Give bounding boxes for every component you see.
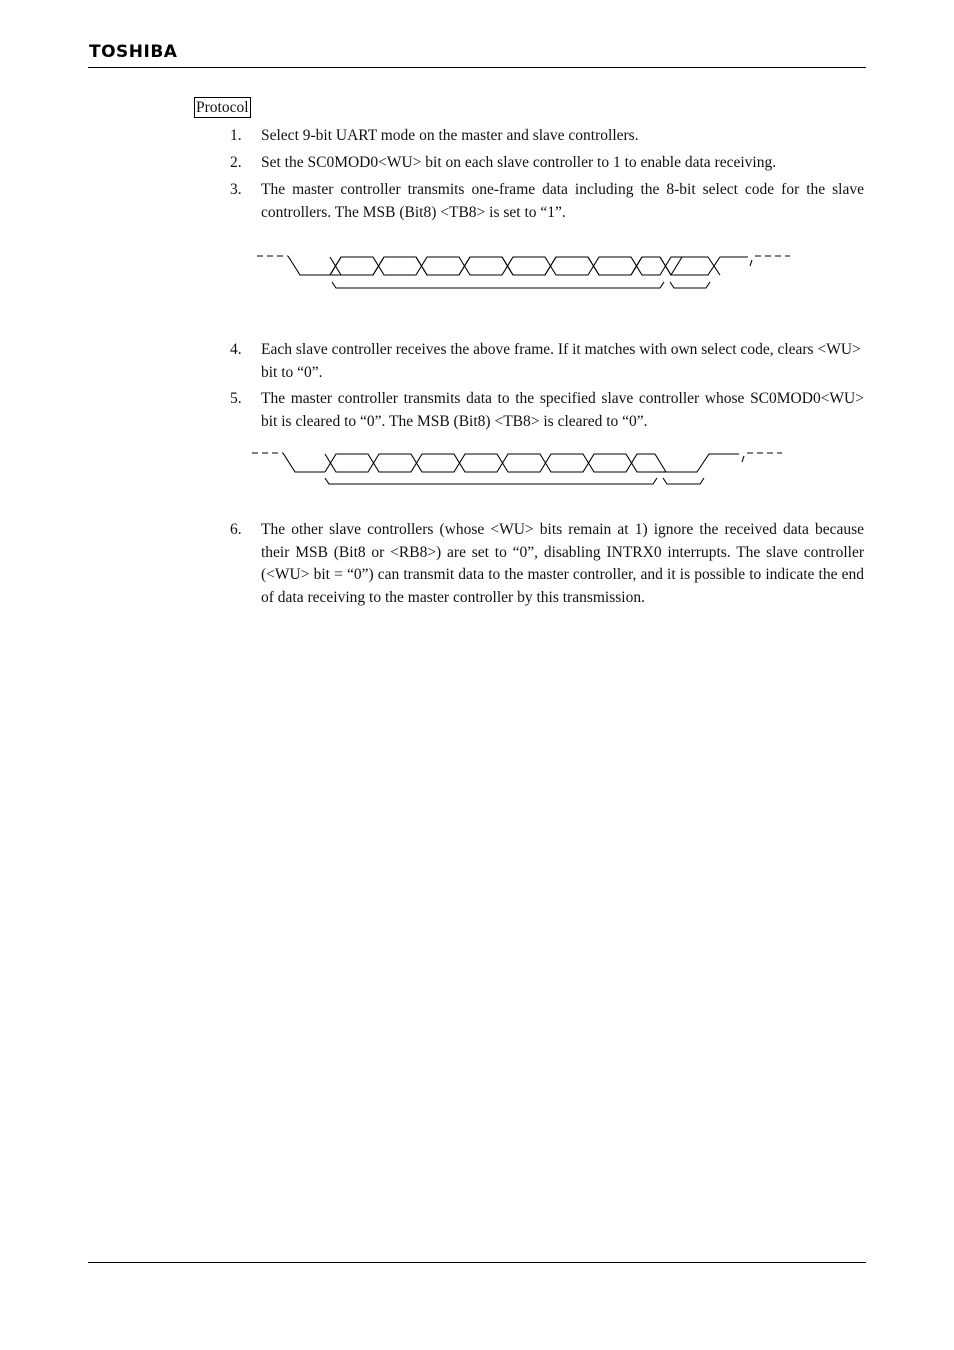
item-number: 4. xyxy=(230,341,242,358)
item-number: 1. xyxy=(230,127,242,144)
timing-diagram-data-frame xyxy=(245,442,795,494)
timing-diagram-select-code xyxy=(250,244,800,296)
item-number: 5. xyxy=(230,390,242,407)
section-label-protocol: Protocol xyxy=(196,99,249,116)
item-number: 3. xyxy=(230,181,242,198)
item-text: The master controller transmits data to the specified slave controller whose SC0MOD0<WU> bit is cleared to “0”. The MSB (Bit8) <TB8> is cleared to “0”. xyxy=(261,390,864,430)
item-number: 6. xyxy=(230,521,242,538)
item-text: Select 9-bit UART mode on the master and slave controllers. xyxy=(261,127,639,144)
header-rule xyxy=(88,67,866,68)
toshiba-logo: TOSHIBA xyxy=(89,42,178,62)
footer-rule xyxy=(88,1262,866,1263)
item-number: 2. xyxy=(230,154,242,171)
item-text: Set the SC0MOD0<WU> bit on each slave controller to 1 to enable data receiving. xyxy=(261,154,777,171)
item-text: The other slave controllers (whose <WU> bits remain at 1) ignore the received data because their MSB (Bit8 or <RB8>) are set to “0”, disabling INTRX0 interrupts. The slave controller (<WU> bit = “0”) can transmit data to the master controller, and it is possible to indicate the end of data receiving to the master controller by this transmission. xyxy=(261,521,864,606)
item-text: The master controller transmits one-frame data including the 8-bit select code for the slave controllers. The MSB (Bit8) <TB8> is set to “1”. xyxy=(261,181,864,221)
item-text: Each slave controller receives the above frame. If it matches with own select code, clears <WU> bit to “0”. xyxy=(261,341,861,381)
